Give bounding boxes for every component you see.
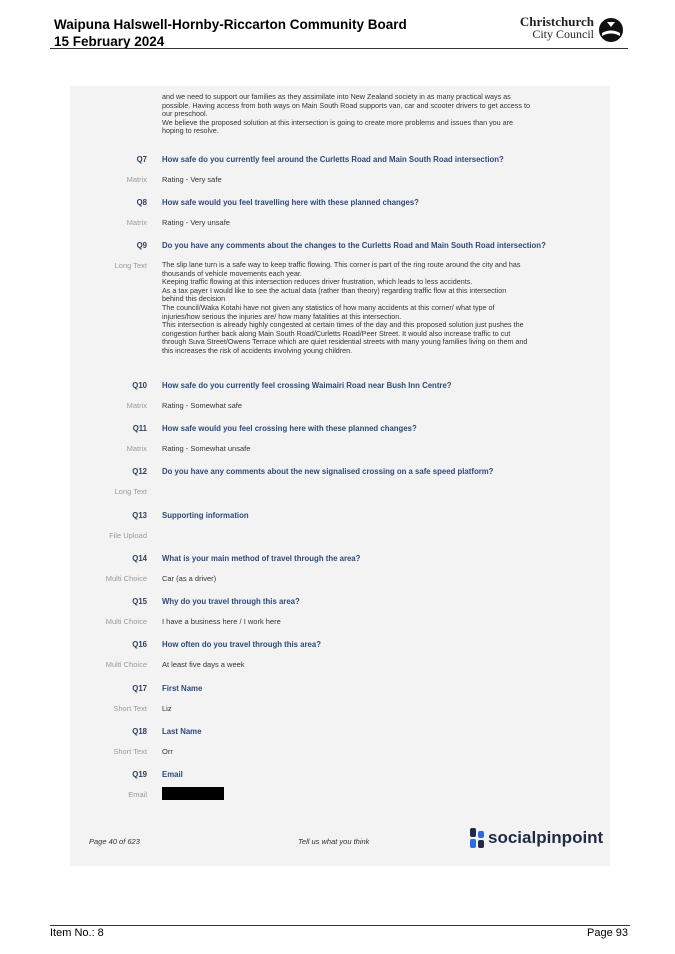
question-type: Matrix xyxy=(126,175,147,184)
answer: Car (as a driver) xyxy=(162,574,217,583)
question-title: How often do you travel through this area? xyxy=(162,640,321,649)
question-number: Q15 xyxy=(132,597,147,606)
answer: Rating - Very safe xyxy=(162,175,222,184)
question-type: Multi Choice xyxy=(105,574,147,583)
question-number: Q16 xyxy=(132,640,147,649)
item-number: Item No.: 8 xyxy=(50,927,104,939)
question-type: Short Text xyxy=(113,747,147,756)
question-type: File Upload xyxy=(109,531,147,540)
question-number: Q9 xyxy=(136,241,147,250)
question-type: Long Text xyxy=(114,487,147,496)
question-title: Do you have any comments about the changes to the Curletts Road and Main South Road intersection? xyxy=(162,241,546,250)
question-number: Q14 xyxy=(132,554,147,563)
question-type: Long Text xyxy=(114,261,147,270)
question-type: Multi Choice xyxy=(105,617,147,626)
meeting-date: 15 February 2024 xyxy=(54,34,165,49)
answer: Rating - Very unsafe xyxy=(162,218,230,227)
question-type: Matrix xyxy=(126,444,147,453)
header-rule xyxy=(50,48,628,49)
board-name: Waipuna Halswell-Hornby-Riccarton Community Board xyxy=(54,17,407,32)
page-number: Page 93 xyxy=(587,927,628,939)
question-title: How safe do you currently feel crossing Waimairi Road near Bush Inn Centre? xyxy=(162,381,452,390)
question-title: How safe would you feel travelling here with these planned changes? xyxy=(162,198,419,207)
answer: Liz xyxy=(162,704,172,713)
long-text-answer: The slip lane turn is a safe way to keep traffic flowing. This corner is part of the ring route around the city and has thousands of vehicle movements each year. Keeping traffic flowing at this intersection reduces driver frustration, which leads to less accidents. As a tax payer I would like to see the actual data (rather than theory) regarding traffic flow at this intersection behind this decision The council/Waka Kotahi have not given any statistics of how many accidents at this corner/ what type of injuries/how serious the injuries are/ how many fatalities at this intersection. This intersection is already highly congested at certain times of the day and this proposed solution just pushes the congestion further back along Main South Road/Curletts Road/Peer Street. It would also increase traffic to cut through Suva Street/Owens Terrace which are quiet residential streets with many young families living on them and this increases the risk of accidents involving young children. xyxy=(162,260,528,355)
redacted-email xyxy=(162,787,224,800)
question-title: Why do you travel through this area? xyxy=(162,597,300,606)
answer: Rating - Somewhat safe xyxy=(162,401,243,410)
question-type: Matrix xyxy=(126,218,147,227)
question-number: Q10 xyxy=(132,381,147,390)
answer: Orr xyxy=(162,747,173,756)
logo-line2: City Council xyxy=(532,27,594,41)
question-number: Q12 xyxy=(132,467,147,476)
question-number: Q17 xyxy=(132,684,147,693)
question-type: Short Text xyxy=(113,704,147,713)
council-emblem-icon xyxy=(598,17,624,43)
document-header xyxy=(54,16,407,50)
question-number: Q11 xyxy=(132,424,147,433)
question-title: First Name xyxy=(162,684,203,693)
survey-tagline: Tell us what you think xyxy=(298,837,370,846)
question-number: Q7 xyxy=(136,155,147,164)
survey-page-count: Page 40 of 623 xyxy=(89,837,140,846)
question-number: Q13 xyxy=(132,511,147,520)
question-title: Last Name xyxy=(162,727,202,736)
question-type: Email xyxy=(128,790,147,799)
question-number: Q18 xyxy=(132,727,147,736)
socialpinpoint-mark-icon xyxy=(470,828,484,848)
question-title: Do you have any comments about the new signalised crossing on a safe speed platform? xyxy=(162,467,494,476)
answer: Rating - Somewhat unsafe xyxy=(162,444,251,453)
logo-line1: Christchurch xyxy=(519,14,594,29)
brand-name: socialpinpoint xyxy=(488,828,604,847)
question-title: Supporting information xyxy=(162,511,249,520)
question-title: Email xyxy=(162,770,183,779)
council-logo xyxy=(514,16,624,44)
question-type: Matrix xyxy=(126,401,147,410)
answer: I have a business here / I work here xyxy=(162,617,281,626)
question-title: How safe would you feel crossing here with these planned changes? xyxy=(162,424,417,433)
question-type: Multi Choice xyxy=(105,660,147,669)
question-title: What is your main method of travel through the area? xyxy=(162,554,361,563)
question-number: Q19 xyxy=(132,770,147,779)
answer: At least five days a week xyxy=(162,660,245,669)
question-title: How safe do you currently feel around the Curletts Road and Main South Road intersection? xyxy=(162,155,504,164)
intro-text: and we need to support our families as they assimilate into New Zealand society in as many practical ways as possible. Having access from both ways on Main South Road supports van, car and scooter drivers to get access to our preschool. We believe the proposed solution at this intersection is going to create more problems and issues than you are hoping to resolve. xyxy=(162,92,530,136)
footer-rule xyxy=(50,925,630,926)
question-number: Q8 xyxy=(136,198,147,207)
